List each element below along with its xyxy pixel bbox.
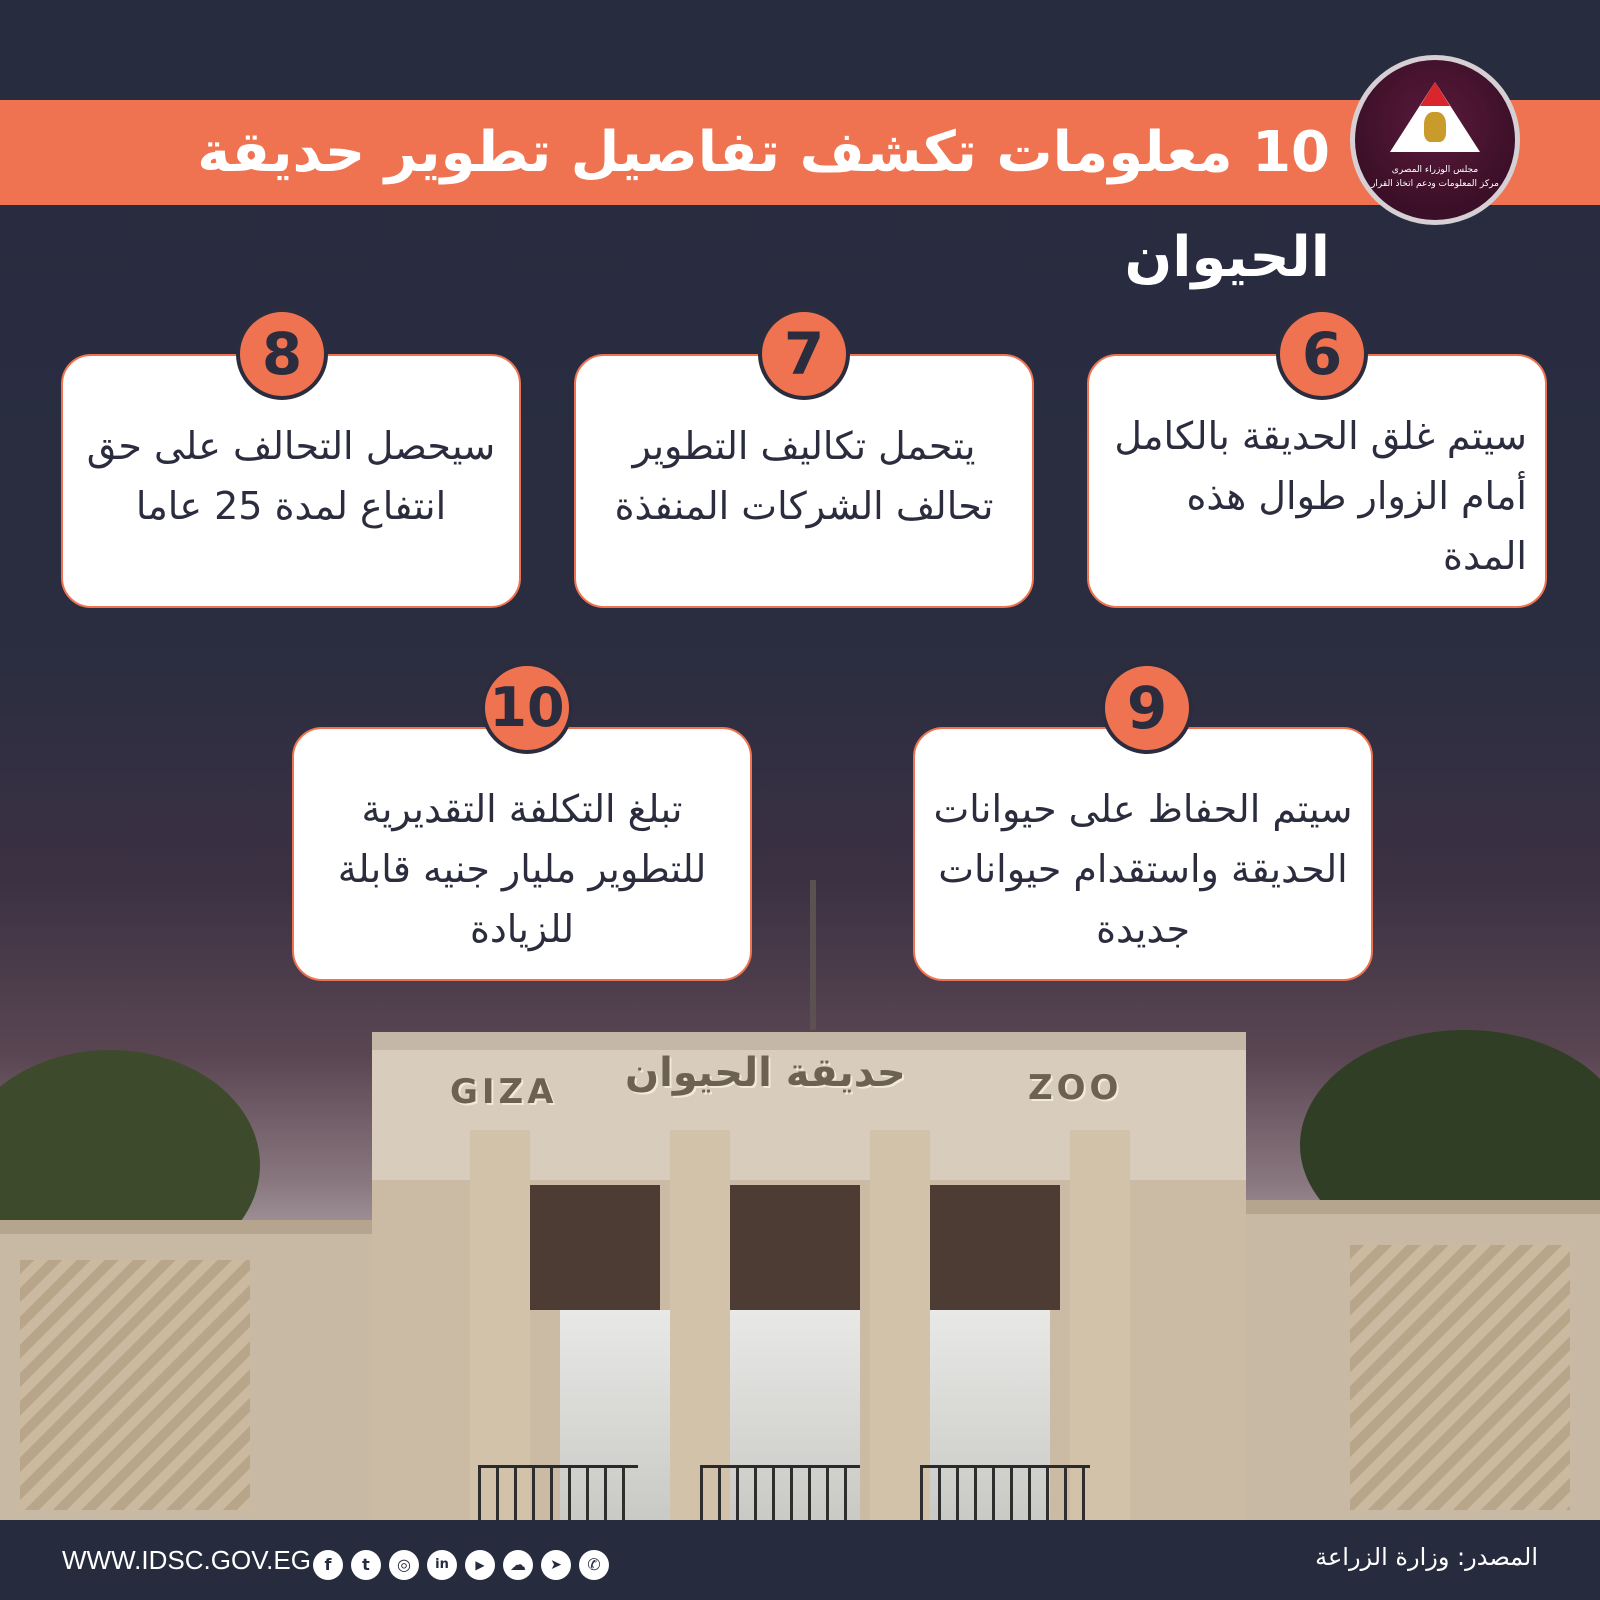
relief-left [20, 1260, 250, 1510]
fact-card-10 [292, 727, 752, 981]
fact-text: سيتم الحفاظ على حيوانات الحديقة واستقدام حيوانات جديدة [933, 787, 1353, 951]
website-link[interactable]: WWW.IDSC.GOV.EG [62, 1545, 311, 1575]
gate-railing [478, 1465, 638, 1523]
logo-text-line1: مجلس الوزراء المصرى [1391, 165, 1479, 175]
sign-arabic: حديقة الحيوان [625, 1050, 906, 1096]
instagram-icon[interactable]: ◎ [389, 1550, 419, 1580]
source-credit: المصدر: وزارة الزراعة [1315, 1543, 1538, 1571]
gate-shadow [730, 1185, 860, 1310]
facebook-icon[interactable]: f [313, 1550, 343, 1580]
fact-number-badge: 10 [481, 662, 573, 754]
fact-number-badge: 7 [758, 308, 850, 400]
fact-text: تبلغ التكلفة التقديرية للتطوير مليار جنيه قابلة للزيادة [337, 787, 707, 951]
fact-number-badge: 6 [1276, 308, 1368, 400]
zoo-gate-photo [0, 1010, 1600, 1520]
sign-zoo: ZOO [1028, 1068, 1123, 1108]
flag-red-icon [1420, 82, 1450, 106]
gate-pillar [670, 1130, 730, 1520]
fact-card-9 [913, 727, 1373, 981]
gate-railing [920, 1465, 1090, 1523]
twitter-icon[interactable]: t [351, 1550, 381, 1580]
idsc-logo [1350, 55, 1520, 225]
whatsapp-icon[interactable]: ✆ [579, 1550, 609, 1580]
fact-number-badge: 9 [1101, 662, 1193, 754]
fact-text: سيحصل التحالف على حق انتفاع لمدة 25 عاما [86, 424, 496, 528]
telegram-icon[interactable]: ➤ [541, 1550, 571, 1580]
soundcloud-icon[interactable]: ☁ [503, 1550, 533, 1580]
gate-pillar [1070, 1130, 1130, 1520]
gate-pillar [470, 1130, 530, 1520]
social-icons [313, 1550, 609, 1580]
eagle-icon [1424, 112, 1446, 142]
fact-number-badge: 8 [236, 308, 328, 400]
fact-text: يتحمل تكاليف التطوير تحالف الشركات المنفذة [614, 424, 994, 528]
gate-shadow [930, 1185, 1060, 1310]
gate-railing [700, 1465, 860, 1523]
linkedin-icon[interactable]: in [427, 1550, 457, 1580]
gate-shadow [530, 1185, 660, 1310]
page-title: 10 معلومات تكشف تفاصيل تطوير حديقة الحيوان [197, 120, 1330, 290]
relief-right [1350, 1245, 1570, 1510]
youtube-icon[interactable]: ▶ [465, 1550, 495, 1580]
gate-pillar [870, 1130, 930, 1520]
fact-text: سيتم غلق الحديقة بالكامل أمام الزوار طوال هذه المدة [1114, 414, 1527, 578]
flag-pole [810, 880, 816, 1030]
sign-giza: GIZA [450, 1072, 558, 1112]
logo-text-line2: مركز المعلومات ودعم اتخاذ القرار [1371, 179, 1499, 189]
